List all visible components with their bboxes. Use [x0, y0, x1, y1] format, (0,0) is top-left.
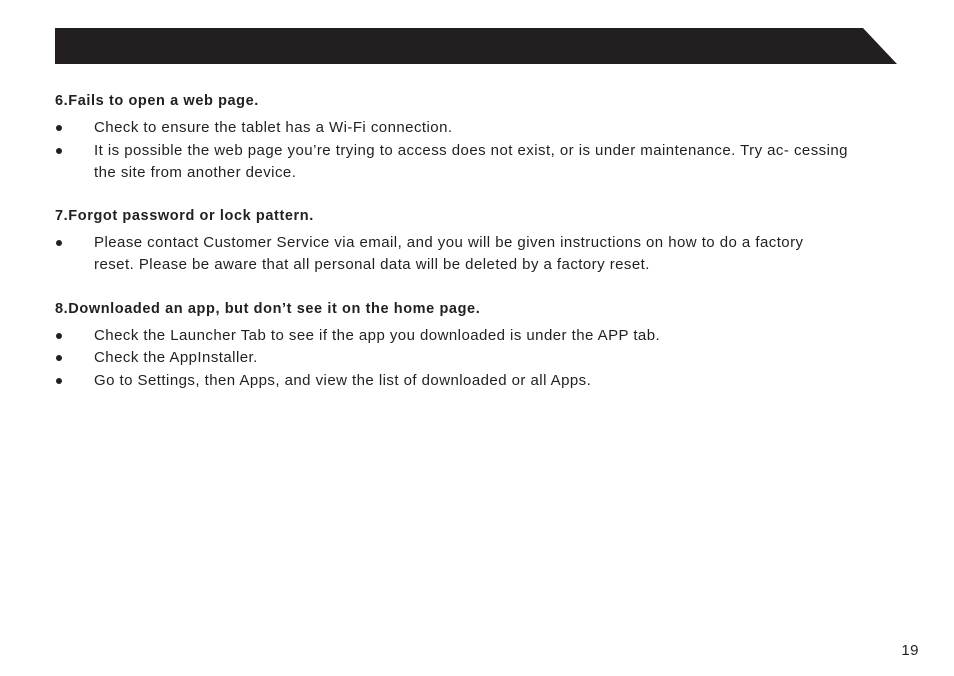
header-bar-shape	[55, 28, 897, 64]
list-item-text: Check the Launcher Tab to see if the app you downloaded is under the APP tab.	[94, 326, 661, 344]
list-item	[55, 370, 885, 393]
bullet-list	[55, 325, 885, 393]
bullet-icon	[56, 333, 62, 339]
section-title: 8.Downloaded an app, but don’t see it on the home page.	[55, 300, 481, 317]
list-item	[55, 232, 885, 277]
section-fails-to-open-web-page	[55, 92, 885, 185]
list-item	[55, 117, 885, 140]
section-downloaded-app	[55, 300, 885, 393]
bullet-icon	[56, 148, 62, 154]
bullet-icon	[56, 125, 62, 131]
list-item-text: It is possible the web page you’re trying to access does not exist, or is under maintenance. Try ac- cessing the site from another device.	[94, 141, 848, 181]
list-item	[55, 140, 885, 185]
document-body	[55, 92, 885, 414]
section-title: 7.Forgot password or lock pattern.	[55, 207, 314, 224]
bullet-icon	[56, 355, 62, 361]
section-title: 6.Fails to open a web page.	[55, 93, 259, 109]
bullet-list	[55, 117, 885, 185]
list-item-text: Check to ensure the tablet has a Wi-Fi connection.	[94, 119, 453, 136]
list-item-text: Go to Settings, then Apps, and view the list of downloaded or all Apps.	[94, 371, 592, 389]
list-item-text: Check the AppInstaller.	[94, 349, 258, 366]
section-forgot-password	[55, 207, 885, 277]
bullet-icon	[56, 240, 62, 246]
bullet-list	[55, 232, 885, 277]
list-item	[55, 347, 885, 370]
list-item-text: Please contact Customer Service via email, and you will be given instructions on how to do a factory reset. Please be aware that all personal data will be deleted by a factory reset.	[94, 233, 804, 273]
header-bar	[55, 28, 897, 64]
list-item	[55, 325, 885, 348]
page-number: 19	[901, 642, 919, 659]
bullet-icon	[56, 378, 62, 384]
